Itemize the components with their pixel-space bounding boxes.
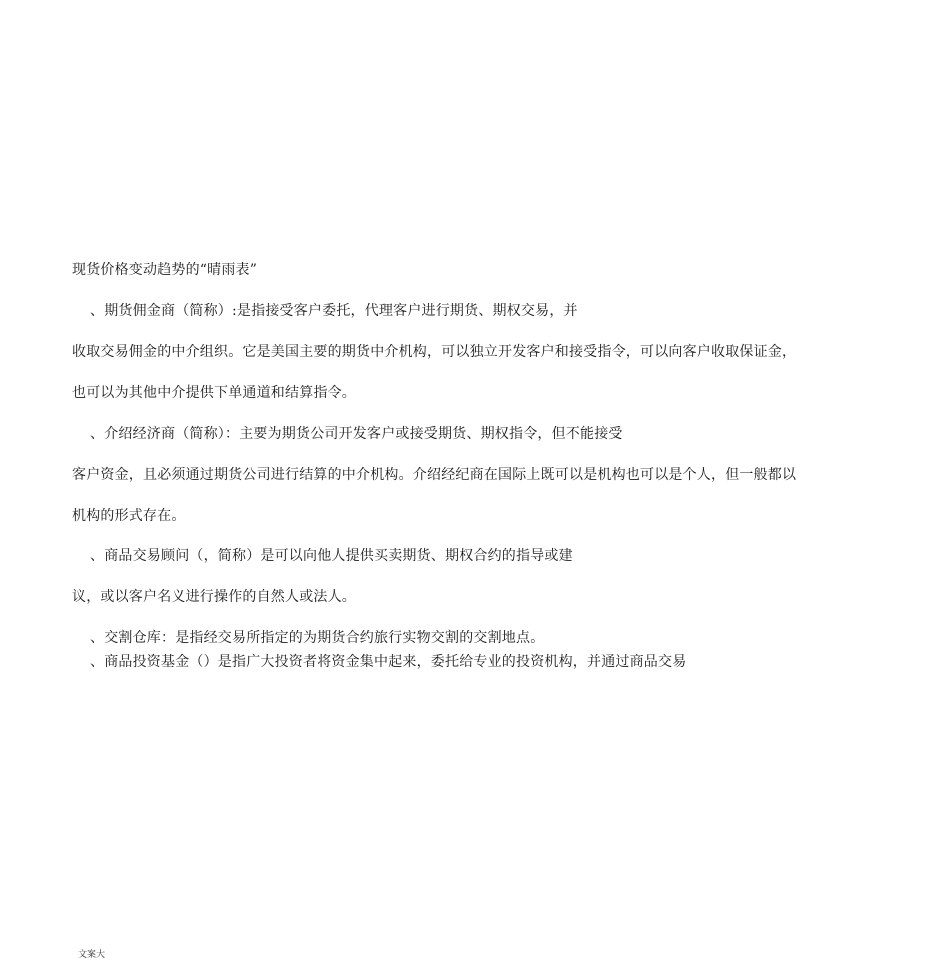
text-line-4: 也可以为其他中介提供下单通道和结算指令。 — [72, 385, 356, 401]
page-footer: 文案大 — [78, 950, 106, 960]
text-line-11: 、商品投资基金（）是指广大投资者将资金集中起来，委托给专业的投资机构，并通过商品交易 — [90, 654, 687, 670]
text-line-3: 收取交易佣金的中介组织。它是美国主要的期货中介机构，可以独立开发客户和接受指令，可以向客户收取保证金， — [72, 344, 797, 360]
text-line-10: 、交割仓库：是指经交易所指定的为期货合约旅行实物交割的交割地点。 — [90, 630, 545, 646]
text-line-2: 、期货佣金商（简称）:是指接受客户委托，代理客户进行期货、期权交易，并 — [90, 303, 578, 319]
text-line-6: 客户资金，且必须通过期货公司进行结算的中介机构。介绍经纪商在国际上既可以是机构也可以是个人，但一般都以 — [72, 467, 797, 483]
text-line-7: 机构的形式存在。 — [72, 508, 186, 524]
text-line-9: 议，或以客户名义进行操作的自然人或法人。 — [72, 589, 356, 605]
text-line-1: 现货价格变动趋势的“晴雨表” — [72, 262, 258, 278]
text-line-5: 、介绍经济商（简称）：主要为期货公司开发客户或接受期货、期权指令，但不能接受 — [90, 426, 623, 442]
text-line-8: 、商品交易顾问（，简称）是可以向他人提供买卖期货、期权合约的指导或建 — [90, 548, 573, 564]
